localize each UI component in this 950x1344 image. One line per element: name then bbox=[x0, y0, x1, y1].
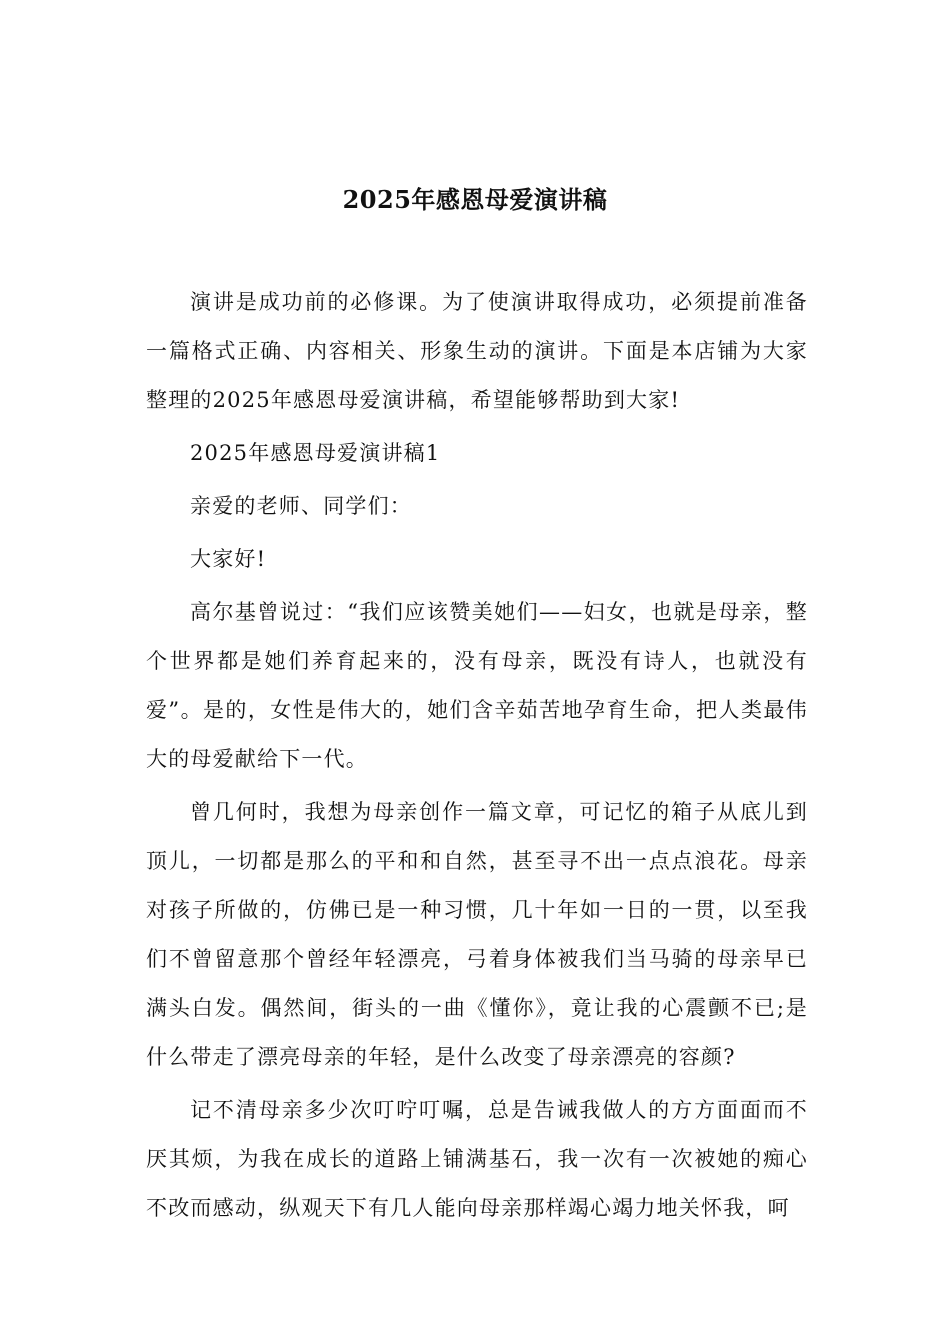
paragraph-intro: 演讲是成功前的必修课。为了使演讲取得成功，必须提前准备一篇格式正确、内容相关、形象生动的演讲。下面是本店铺为大家整理的2025年感恩母爱演讲稿，希望能够帮助到大家! bbox=[146, 290, 808, 412]
paragraph-greeting: 大家好! bbox=[190, 547, 267, 571]
paragraph-gorky-quote: 高尔基曾说过：“我们应该赞美她们——妇女，也就是母亲，整个世界都是她们养育起来的，没有母亲，既没有诗人，也就没有爱”。是的，女性是伟大的，她们含辛茹苦地孕育生命，把人类最伟大的母爱献给下一代。 bbox=[146, 600, 808, 771]
paragraph-speech-heading: 2025年感恩母爱演讲稿1 bbox=[190, 441, 441, 465]
document-title: 2025年感恩母爱演讲稿 bbox=[342, 185, 608, 214]
document-body bbox=[146, 278, 808, 1237]
paragraph-salutation: 亲爱的老师、同学们： bbox=[190, 494, 412, 518]
paragraph-mother-care: 记不清母亲多少次叮咛叮嘱，总是告诫我做人的方方面面而不厌其烦，为我在成长的道路上铺满基石，我一次有一次被她的痴心不改而感动，纵观天下有几人能向母亲那样竭心竭力地关怀我，呵 bbox=[146, 1098, 808, 1220]
paragraph-memory: 曾几何时，我想为母亲创作一篇文章，可记忆的箱子从底儿到顶儿，一切都是那么的平和和自然，甚至寻不出一点点浪花。母亲对孩子所做的，仿佛已是一种习惯，几十年如一日的一贯，以至我们不曾留意那个曾经年轻漂亮，弓着身体被我们当马骑的母亲早已满头白发。偶然间，街头的一曲《懂你》，竟让我的心震颤不已;是什么带走了漂亮母亲的年轻，是什么改变了母亲漂亮的容颜? bbox=[146, 800, 808, 1069]
